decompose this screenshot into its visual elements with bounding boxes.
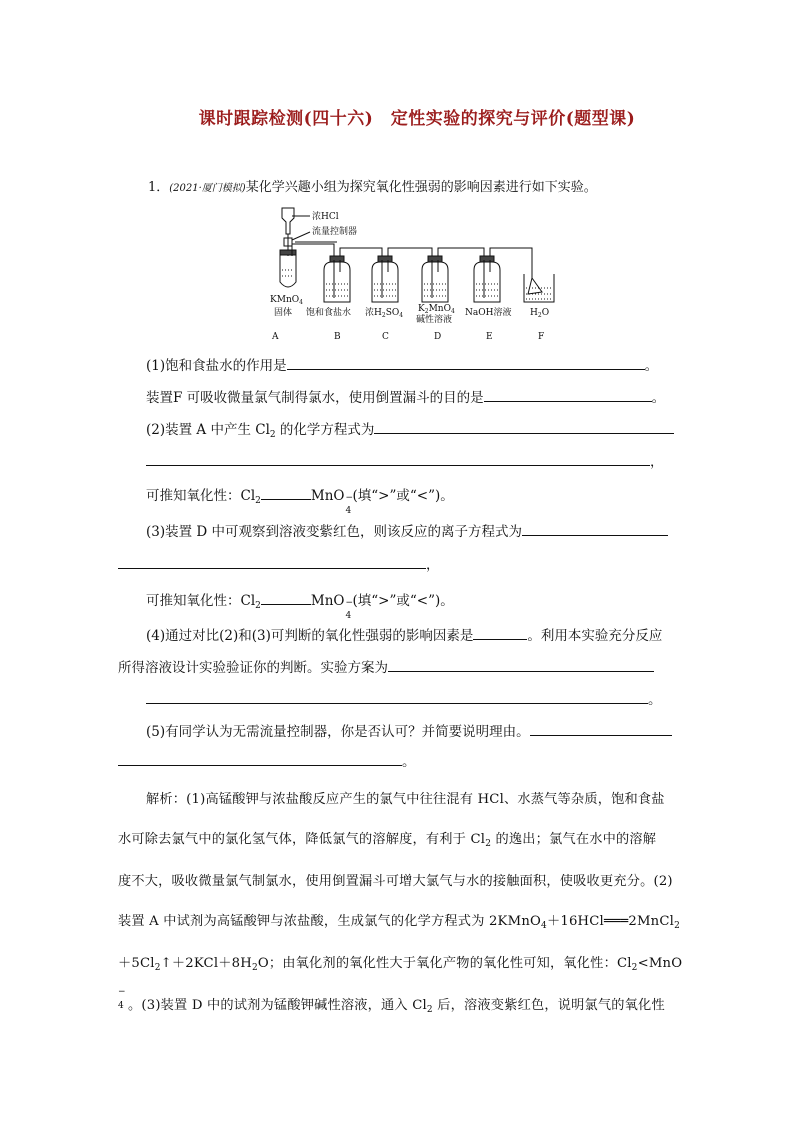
question-1-4c: 。 <box>146 688 662 708</box>
letter-c: C <box>382 332 389 342</box>
answer-blank[interactable] <box>146 690 648 704</box>
answer-blank[interactable] <box>146 452 650 466</box>
question-1-stem <box>148 176 597 195</box>
answer-line-2: 水可除去氯气中的氯化氢气体，降低氯气的溶解度，有利于 $Cl_2$ 的逸出；氯气在水中的溶解 <box>118 832 657 849</box>
label-d2: 碱性溶液 <box>416 315 453 325</box>
question-text: 某化学兴趣小组为探究氧化性强弱的影响因素进行如下实验。 <box>245 180 597 195</box>
question-1-5b: 。 <box>118 750 416 770</box>
label-kmno4: KMnO$_4$ <box>270 295 303 306</box>
dropping-funnel <box>282 208 294 234</box>
question-source: (2021·厦门模拟) <box>169 183 246 194</box>
label-flow-controller: 流量控制器 <box>312 227 358 237</box>
answer-line-6: 。(3)装置 D 中的试剂为锰酸钾碱性溶液，通入 $Cl_2$ 后，溶液变紫红色，说明氯气的氧化性 <box>128 998 665 1015</box>
beaker-f <box>524 274 554 302</box>
answer-blank[interactable] <box>484 388 652 402</box>
answer-blank[interactable] <box>118 555 426 569</box>
answer-blank[interactable] <box>473 626 527 640</box>
question-1-2: (2)装置 A 中产生 $Cl_2$ 的化学方程式为 <box>146 418 674 440</box>
question-1-4b: 所得溶液设计实验验证你的判断。实验方案为 <box>118 656 654 676</box>
bottle-d <box>422 256 448 302</box>
answer-line-3: 度不大，吸收微量氯气制氯水，使用倒置漏斗可增大氯气与水的接触面积，使吸收更充分。(2) <box>118 874 673 889</box>
answer-line-5: $+5Cl_2↑+2KCl+8H_2O$；由氧化剂的氧化性大于氧化产物的氧化性可知，氧化性：$Cl_2<MnO$ <box>118 956 683 973</box>
answer-blank[interactable] <box>287 356 645 370</box>
answer-ion-mark: − 4 <box>118 987 126 1011</box>
question-1-5: (5)有同学认为无需流量控制器，你是否认可？并简要说明理由。 <box>146 720 672 740</box>
label-e: NaOH溶液 <box>465 308 512 318</box>
label-solid: 固体 <box>274 308 293 318</box>
letter-d: D <box>434 332 442 342</box>
answer-blank[interactable] <box>388 658 654 672</box>
question-1-2b: ， <box>146 450 664 470</box>
question-number: 1． <box>148 180 170 195</box>
bottle-c <box>372 256 398 302</box>
answer-line-1: 解析：(1)高锰酸钾与浓盐酸反应产生的氯气中往往混有 HCl、水蒸气等杂质，饱和食盐 <box>146 792 665 807</box>
answer-line-4: 装置 A 中试剂为高锰酸钾与浓盐酸，生成氯气的化学方程式为 2KMnO$_4$＋16HCl═══2MnCl$_2$ <box>118 914 680 931</box>
question-1-2c: 可推知氧化性：$Cl_2$ MnO − 4 (填“>”或“<”)。 <box>146 488 454 516</box>
question-1-3: (3)装置 D 中可观察到溶液变紫红色，则该反应的离子方程式为 <box>146 520 668 540</box>
letter-f: F <box>538 332 545 342</box>
label-b: 饱和食盐水 <box>306 308 352 318</box>
label-conc-hcl: 浓HCl <box>312 212 339 222</box>
answer-blank[interactable] <box>261 486 311 500</box>
question-1-4: (4)通过对比(2)和(3)可判断的氧化性强弱的影响因素是 。利用本实验充分反应 <box>146 628 663 644</box>
answer-blank[interactable] <box>374 420 674 434</box>
letter-a: A <box>272 332 279 342</box>
answer-blank[interactable] <box>118 752 402 766</box>
answer-blank[interactable] <box>530 722 672 736</box>
question-1-3b: ， <box>118 553 440 573</box>
question-1-1: (1)饱和食盐水的作用是 。 <box>146 358 659 374</box>
letter-e: E <box>486 332 493 342</box>
label-d1: $K_2MnO_4$ <box>418 304 455 315</box>
bottle-e <box>474 256 500 302</box>
bottle-b <box>324 256 350 302</box>
page-title: 课时跟踪检测(四十六) 定性实验的探究与评价(题型课) <box>198 109 636 129</box>
answer-blank[interactable] <box>522 522 668 536</box>
label-f: $H_2O$ <box>530 308 550 319</box>
apparatus-diagram <box>262 204 562 344</box>
answer-blank[interactable] <box>261 591 311 605</box>
letter-b: B <box>334 332 341 342</box>
question-1-1b: 装置F 可吸收微量氯气制得氯水，使用倒置漏斗的目的是 。 <box>146 390 666 406</box>
question-1-3c: 可推知氧化性：$Cl_2$ MnO − 4 (填“>”或“<”)。 <box>146 593 454 621</box>
label-c: 浓$H_2SO_4$ <box>365 308 404 319</box>
